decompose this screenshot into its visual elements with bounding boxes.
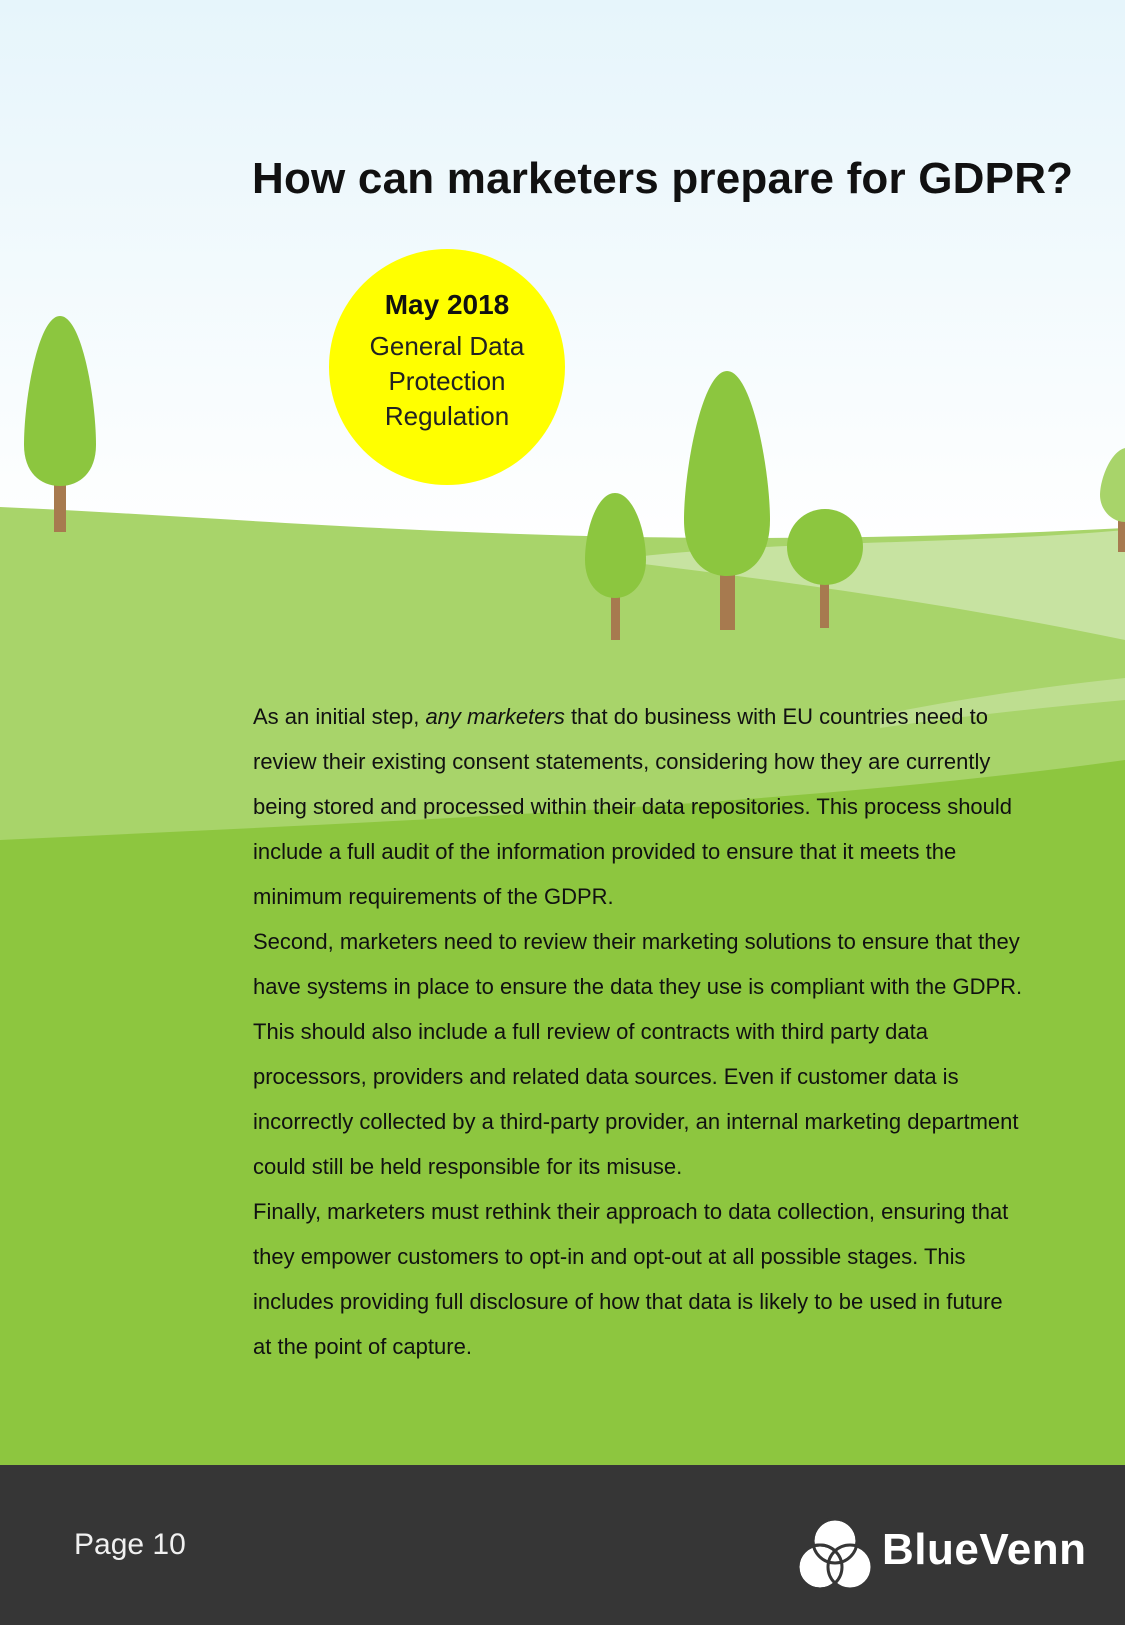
paragraph-text: that do business with EU countries need to review their existing consent statements, considering how they are currently being stored and processed within their data repositories. This process should include a full audit of the information provided to ensure that it meets the minimum requirements of the GDPR. [253,704,1013,909]
brand-logo [795,1515,1085,1595]
three-circle-venn-icon [795,1515,875,1595]
date-badge [329,249,565,485]
paragraph-text: As an initial step, [253,704,426,729]
badge-line: General Data [369,331,525,361]
paragraph-second: Second, marketers need to review their marketing solutions to ensure that they have systems in place to ensure the data they use is compliant with the GDPR. This should also include a full review of contracts with third party data processors, providers and related data sources. Even if customer data is incorrectly collected by a third-party provider, an internal marketing department could still be held responsible for its misuse. [253,929,1023,1179]
paragraph-finally: Finally, marketers must rethink their approach to data collection, ensuring that they empower customers to opt-in and opt-out at all possible stages. This includes providing full disclosure of how that data is likely to be used in future at the point of capture. [253,1199,1009,1359]
badge-line: Regulation [384,401,510,431]
brand-name: BlueVenn [882,1525,1087,1574]
badge-date: May 2018 [384,289,510,320]
tree-left [24,316,96,532]
paragraph-initial-step [253,694,1023,919]
body-text [253,694,1023,1369]
emphasis-text: any marketers [425,704,565,729]
badge-line: Protection [388,366,506,396]
page-footer [0,1465,1125,1625]
page-number: Page 10 [74,1528,186,1561]
page-title: How can marketers prepare for GDPR? [252,154,1074,203]
